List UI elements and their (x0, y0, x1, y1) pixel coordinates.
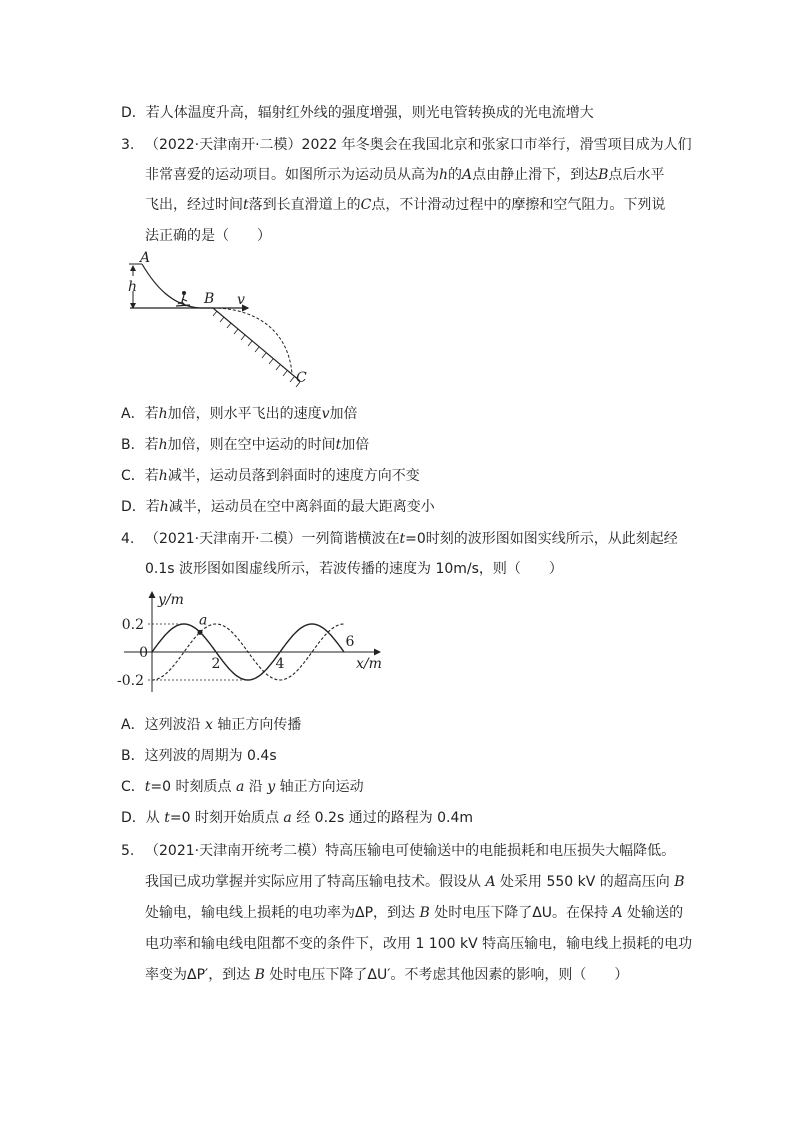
q4-option-a: A．这列波沿 x 轴正方向传播 (121, 717, 302, 733)
q3-number: 3. (121, 137, 135, 153)
skier-icon (176, 291, 190, 306)
q5-stem-line-3: 处输电，输电线上损耗的电功率为ΔP，到达 B 处时电压下降了ΔU。在保持 A 处输送的 (145, 905, 684, 921)
q3-stem-line-2: 非常喜爱的运动项目。如图所示为运动员从高为h的A点由静止滑下，到达B点后水平 (145, 167, 665, 183)
xtick-4: 4 (275, 656, 285, 672)
xtick-6: 6 (345, 634, 355, 650)
q4-number: 4. (121, 531, 135, 547)
incline-line (213, 308, 300, 381)
fig-label-A: A (140, 250, 151, 266)
q2-option-d: D．若人体温度升高，辐射红外线的强度增强，则光电管转换成的光电流增大 (121, 105, 594, 121)
ytick-top: 0.2 (121, 617, 144, 633)
q3-stem-line-3: 飞出，经过时间t落到长直滑道上的C点，不计滑动过程中的摩擦和空气阻力。下列说 (145, 197, 666, 213)
q4-stem-line-1: （2021·天津南开·二模）一列简谐横波在t=0时刻的波形图如图实线所示，从此刻起经 (145, 531, 678, 547)
q4-source: （2021·天津南开·二模） (145, 531, 302, 547)
fig-label-C: C (296, 370, 307, 386)
q5-stem-line-1: （2021·天津南开统考二模）特高压输电可使输送中的电能损耗和电压损失大幅降低。 (145, 843, 676, 859)
q4-option-c: C．t=0 时刻质点 a 沿 y 轴正方向运动 (121, 779, 364, 795)
q4-option-d: D．从 t=0 时刻开始质点 a 经 0.2s 通过的路程为 0.4m (121, 810, 474, 826)
q3-source: （2022·天津南开·二模） (145, 137, 302, 153)
q4-stem-line-2: 0.1s 波形图如图虚线所示，若波传播的速度为 10m/s，则（ ） (145, 561, 563, 577)
origin-label: 0 (139, 645, 148, 661)
incline-hatching (213, 311, 300, 387)
q5-number: 5. (121, 843, 135, 859)
y-axis-label: y/m (158, 592, 184, 608)
q5-stem-line-2: 我国已成功掌握并实际应用了特高压输电技术。假设从 A 处采用 550 kV 的超高压向 B (145, 874, 685, 890)
q5-stem-line-4: 电功率和输电线电阻都不变的条件下，改用 1 100 kV 特高压输电，输电线上损耗的电功 (145, 936, 693, 952)
q3-stem-line-1: （2022·天津南开·二模）2022 年冬奥会在我国北京和张家口市举行，滑雪项目成为人们 (145, 137, 692, 153)
q4-wave-graph (116, 588, 382, 700)
xtick-2: 2 (211, 656, 221, 672)
fig-label-B: B (204, 291, 215, 307)
q4-option-b: B．这列波的周期为 0.4s (121, 748, 277, 764)
q3-option-d: D．若h减半，运动员在空中离斜面的最大距离变小 (121, 499, 435, 515)
fig-label-h: h (128, 279, 138, 295)
curved-slope (142, 264, 213, 308)
point-a-marker (198, 630, 203, 635)
x-axis-label: x/m (356, 656, 382, 672)
q3-stem-line-4: 法正确的是（ ） (145, 228, 271, 244)
q5-source: （2021·天津南开统考二模） (145, 843, 326, 859)
q3-ski-slope-figure (120, 246, 320, 394)
q5-stem-line-5: 率变为ΔP′，到达 B 处时电压下降了ΔU′。不考虑其他因素的影响，则（ ） (145, 967, 629, 983)
q3-option-b: B．若h加倍，则在空中运动的时间t加倍 (121, 437, 370, 453)
q3-option-c: C．若h减半，运动员落到斜面时的速度方向不变 (121, 468, 420, 484)
q3-option-a: A．若h加倍，则水平飞出的速度v加倍 (121, 406, 358, 422)
ytick-bottom: -0.2 (117, 673, 144, 689)
fig-label-v: v (237, 292, 245, 308)
point-a-label: a (199, 612, 208, 629)
